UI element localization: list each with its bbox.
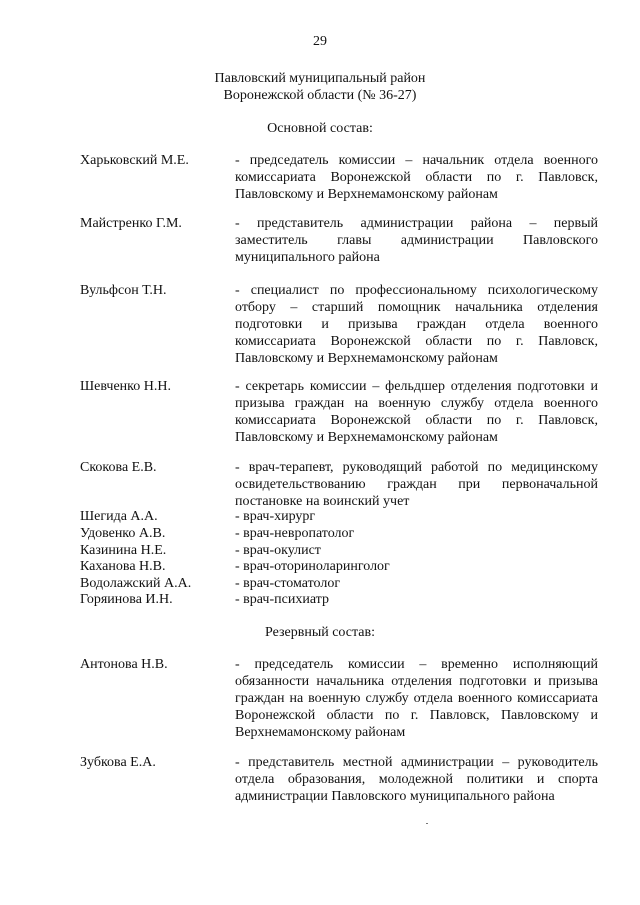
member-name: Шевченко Н.Н. (80, 379, 171, 394)
member-name: Удовенко А.В. (80, 526, 166, 541)
member-name: Зубкова Е.А. (80, 755, 156, 770)
member-name: Каханова Н.В. (80, 559, 166, 574)
member-role: - специалист по профессиональному психологическому отбору – старший помощник начальника отделения подготовки и призыва граждан отдела военного комиссариата Воронежской области по г. Павловск, Павловскому и Верхнемамонскому районам (235, 283, 598, 366)
member-name: Антонова Н.В. (80, 657, 168, 672)
member-name: Харьковский М.Е. (80, 153, 189, 168)
member-name: Вульфсон Т.Н. (80, 283, 167, 298)
district-heading-line1: Павловский муниципальный район (214, 71, 426, 86)
member-name: Горяинова И.Н. (80, 592, 173, 607)
member-role: - представитель местной администрации – руководитель отдела образования, молодежной политики и спорта администрации Павловского муниципального района (235, 755, 598, 804)
member-role: - врач-невропатолог (235, 526, 355, 541)
member-name: Казинина Н.Е. (80, 543, 167, 558)
member-role: - врач-хирург (235, 509, 316, 524)
member-name: Шегида А.А. (80, 509, 158, 524)
member-name: Майстренко Г.М. (80, 216, 182, 231)
member-role: - врач-оториноларинголог (235, 559, 390, 574)
page-number: 29 (313, 34, 327, 49)
district-heading-line2: Воронежской области (№ 36-27) (223, 88, 417, 103)
reserve-composition-title: Резервный состав: (264, 625, 375, 640)
member-role: - председатель комиссии – начальник отдела военного комиссариата Воронежской области по г. Павловск, Павловскому и Верхнемамонскому районам (235, 153, 598, 202)
member-role: - врач-психиатр (235, 592, 329, 607)
member-role: - секретарь комиссии – фельдшер отделения подготовки и призыва граждан на военную службу отдела военного комиссариата Воронежской области по г. Павловск, Павловскому и Верхнемамонскому районам (235, 379, 598, 445)
district-heading (0, 70, 640, 104)
member-role: - представитель администрации района – первый заместитель главы администрации Павловского муниципального района (235, 216, 598, 265)
member-role: - врач-терапевт, руководящий работой по медицинскому освидетельствованию граждан при первоначальной постановке на воинский учет (235, 460, 598, 509)
scan-speck (426, 823, 428, 824)
main-composition-title: Основной состав: (267, 121, 373, 136)
member-role: - врач-стоматолог (235, 576, 341, 591)
member-name: Скокова Е.В. (80, 460, 157, 475)
member-name: Водолажский А.А. (80, 576, 192, 591)
member-role: - председатель комиссии – временно исполняющий обязанности начальника отделения подготовки и призыва граждан на военную службу отдела военного комиссариата Воронежской области по г. Павловск, Павловскому и Верхнемамонскому районам (235, 657, 598, 740)
member-role: - врач-окулист (235, 543, 321, 558)
